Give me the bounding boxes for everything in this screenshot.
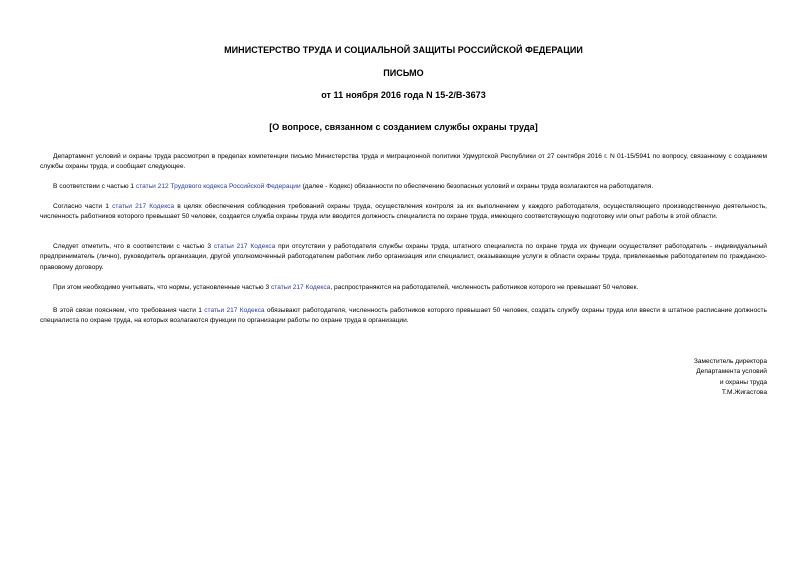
paragraph-2-text-start: В соответствии с частью 1 — [53, 183, 136, 190]
paragraph-5-text-start: При этом необходимо учитывать, что нормы, установленные частью 3 — [53, 284, 271, 291]
article-217-link[interactable]: статьи 217 Кодекса — [270, 284, 331, 291]
paragraph-5 — [40, 283, 767, 293]
article-217-link[interactable]: статьи 217 Кодекса — [112, 203, 175, 210]
document-subject: [О вопросе, связанном с созданием службы охраны труда] — [269, 122, 538, 132]
paragraph-6-text-start: В этой связи поясняем, что требования части 1 — [53, 307, 205, 314]
paragraph-1 — [40, 152, 767, 173]
document-type: ПИСЬМО — [383, 68, 424, 78]
article-217-link[interactable]: статьи 217 Кодекса — [204, 307, 265, 314]
paragraph-5-text-end: , распространяются на работодателей, численность работников которого не превышает 50 человек. — [330, 284, 639, 291]
paragraph-2 — [40, 182, 767, 192]
paragraph-3-text-start: Согласно части 1 — [53, 203, 113, 210]
signature-position-line-2: Департамента условий — [696, 368, 767, 376]
signature-block — [694, 357, 767, 398]
article-212-link[interactable]: статьи 212 Трудового кодекса Российской Федерации — [135, 183, 301, 190]
signature-name: Т.М.Жигастова — [721, 388, 767, 396]
paragraph-6 — [40, 306, 767, 327]
signature-position-line-1: Заместитель директора — [693, 358, 767, 365]
paragraph-3 — [40, 202, 767, 223]
paragraph-6-text-end: обязывают работодателя, численность работников которого превышает 50 человек, создать службу охраны труда или ввести в штатное расписание должность специалиста по охране труда, на которых возлагаются функции по организации работы по охране труда в организации. — [40, 307, 767, 325]
article-217-link[interactable]: статьи 217 Кодекса — [213, 243, 276, 250]
signature-position-line-3: и охраны труда — [719, 378, 767, 386]
paragraph-2-text-end: (далее - Кодекс) обязанности по обеспечению безопасных условий и охраны труда возлагаются на работодателя. — [300, 183, 654, 190]
paragraph-4-text-end: при отсутствии у работодателя службы охраны труда, штатного специалиста по охране труда их функции осуществляет работодатель - индивидуальный предприниматель (лично), руководитель организации, другой уполномоченный работодателем работник либо организация или специалист, оказывающие услуги в области охраны труда, привлекаемые работодателем по гражданско-правовому договору. — [40, 243, 767, 271]
document-date-number: от 11 ноября 2016 года N 15-2/В-3673 — [321, 90, 486, 100]
paragraph-4 — [40, 242, 767, 273]
paragraph-4-text-start: Следует отметить, что в соответствии с частью 3 — [53, 243, 214, 250]
paragraph-1-text: Департамент условий и охраны труда рассмотрел в пределах компетенции письмо Министерства труда и миграционной политики Удмуртской Республики от 27 сентября 2016 г. N 01-15/5941 по вопросу, связанному с созданием службы охраны труда, и сообщает следующее. — [40, 153, 767, 171]
ministry-title: МИНИСТЕРСТВО ТРУДА И СОЦИАЛЬНОЙ ЗАЩИТЫ РОССИЙСКОЙ ФЕДЕРАЦИИ — [224, 45, 583, 55]
paragraph-3-text-end: в целях обеспечения соблюдения требований охраны труда, осуществления контроля за их выполнением у каждого работодателя, осуществляющего производственную деятельность, численность работников которого превышает 50 человек, создается служба охраны труда или вводится должность специалиста по охране труда, имеющего соответствующую подготовку или опыт работы в этой области. — [40, 203, 767, 221]
